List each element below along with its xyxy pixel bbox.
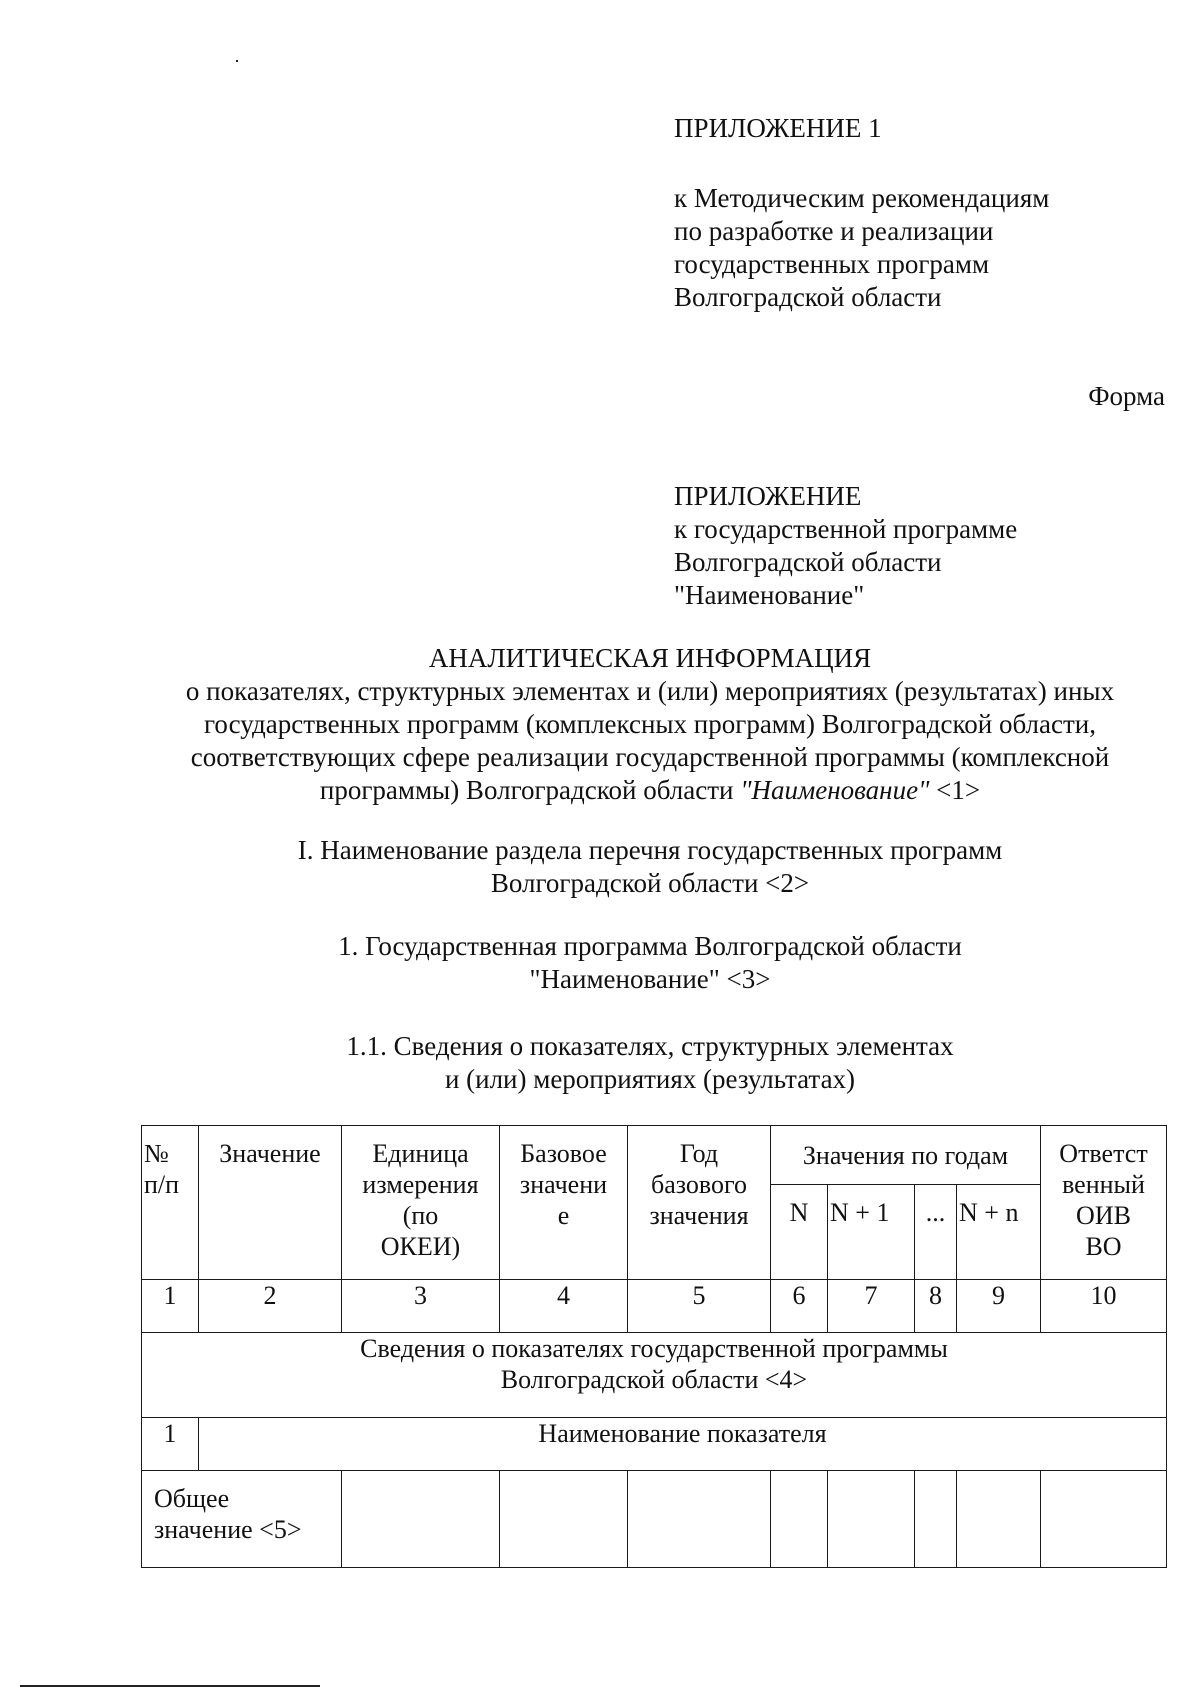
section-program-title [120,930,1180,996]
scan-line-bottom [20,1685,320,1687]
section-line: Волгоградской области <2> [490,868,810,898]
header-base-line: значени [519,1170,608,1199]
header-year-nn [957,1185,1041,1280]
header-responsible [1041,1126,1167,1280]
annex1-title: ПРИЛОЖЕНИЕ 1 [674,113,882,143]
table-cell-empty [915,1471,957,1568]
header-unit-line: ОКЕИ) [380,1232,461,1261]
header-year-n1-text: N + 1 [830,1198,890,1227]
annex2-line: к государственной программе [674,514,1018,544]
annex1-line: Волгоградской области [674,282,942,312]
header-responsible-line: венный [1062,1170,1145,1199]
annex1-line: к Методическим рекомендациям [674,183,1050,213]
section-line: "Наименование" <3> [529,964,771,994]
column-number: 3 [342,1280,500,1333]
table-column-numbers-row [142,1280,1167,1333]
heading-last-line [120,774,1180,807]
annex2-line: Волгоградской области [674,547,942,577]
heading-line: о показателях, структурных элементах и (или) мероприятиях (результатах) иных [185,676,1115,706]
heading-line: государственных программ (комплексных программ) Волгоградской области, [204,709,1096,739]
column-number: 6 [771,1280,828,1333]
section-line: и (или) мероприятиях (результатах) [444,1064,856,1094]
column-number: 8 [915,1280,957,1333]
header-value-text: Значение [219,1139,321,1168]
annex1-text [674,182,1049,314]
header-base-value [500,1126,628,1280]
header-year-n-text: N [789,1198,809,1227]
header-responsible-line: ОИВ [1076,1201,1131,1230]
section-row-line: Сведения о показателях государственной программы [360,1334,948,1363]
table-cell-empty [342,1471,500,1568]
header-values-by-years [771,1126,1041,1185]
total-label-line: значение <5> [154,1515,302,1544]
header-base-year [628,1126,771,1280]
indicator-name: Наименование показателя [199,1418,1167,1471]
header-responsible-line: ВО [1085,1232,1122,1261]
heading-last-prefix: программы) Волгоградской области [319,775,741,805]
table-total-row [142,1471,1167,1568]
table-cell-empty [771,1471,828,1568]
scan-dot [236,60,238,62]
table-header-row [142,1126,1167,1185]
table-indicator-row [142,1418,1167,1471]
header-responsible-line: Ответст [1059,1139,1148,1168]
form-label: Форма [1088,381,1165,411]
document-heading [120,642,1180,807]
column-number: 7 [828,1280,915,1333]
column-number: 9 [957,1280,1041,1333]
heading-line: соответствующих сфере реализации государственной программы (комплексной [190,742,1110,772]
header-year-n1 [828,1185,915,1280]
annex1-line: по разработке и реализации [674,216,994,246]
header-base-year-line: Год [679,1139,719,1168]
section-line: 1.1. Сведения о показателях, структурных элементах [346,1031,954,1061]
table-section-row [142,1333,1167,1418]
header-unit-line: (по [402,1201,439,1230]
section-row-cell [142,1333,1167,1418]
indicator-num: 1 [142,1418,199,1471]
table-cell-empty [1041,1471,1167,1568]
table-cell-empty [828,1471,915,1568]
header-year-ellipsis-text: ... [925,1198,946,1227]
header-base-year-line: базового [650,1170,747,1199]
header-unit-line: Единица [372,1139,469,1168]
heading-footnote-ref: <1> [929,775,981,805]
table-cell-empty [500,1471,628,1568]
heading-program-name: "Наименование" [740,775,930,805]
header-base-year-line: значения [649,1201,749,1230]
indicators-table [141,1125,1167,1568]
header-base-line: е [557,1201,570,1230]
section-list-title [120,834,1180,900]
column-number: 2 [199,1280,342,1333]
header-year-ellipsis [915,1185,957,1280]
header-unit [342,1126,500,1280]
column-number: 10 [1041,1280,1167,1333]
column-number: 1 [142,1280,199,1333]
section-row-line: Волгоградской области <4> [500,1365,808,1394]
total-value-label [142,1471,342,1568]
table-cell-empty [957,1471,1041,1568]
annex2-line: "Наименование" [674,580,865,610]
section-line: 1. Государственная программа Волгоградской области [338,931,962,961]
header-num-line: п/п [144,1170,180,1199]
annex2-title: ПРИЛОЖЕНИЕ [674,481,862,511]
annex1-line: государственных программ [674,249,990,279]
annex2-text [674,480,1017,612]
header-values-by-years-text: Значения по годам [802,1140,1009,1170]
header-unit-line: измерения [362,1170,479,1199]
section-line: I. Наименование раздела перечня государственных программ [297,835,1003,865]
table-cell-empty [628,1471,771,1568]
column-number: 5 [628,1280,771,1333]
header-year-nn-text: N + n [959,1198,1019,1227]
total-label-line: Общее [154,1484,230,1513]
header-year-n [771,1185,828,1280]
column-number: 4 [500,1280,628,1333]
header-num-line: № [144,1139,169,1168]
section-indicators-title [120,1030,1180,1096]
heading-title: АНАЛИТИЧЕСКАЯ ИНФОРМАЦИЯ [428,643,872,673]
header-base-line: Базовое [520,1139,607,1168]
header-value [199,1126,342,1280]
header-num [142,1126,199,1280]
